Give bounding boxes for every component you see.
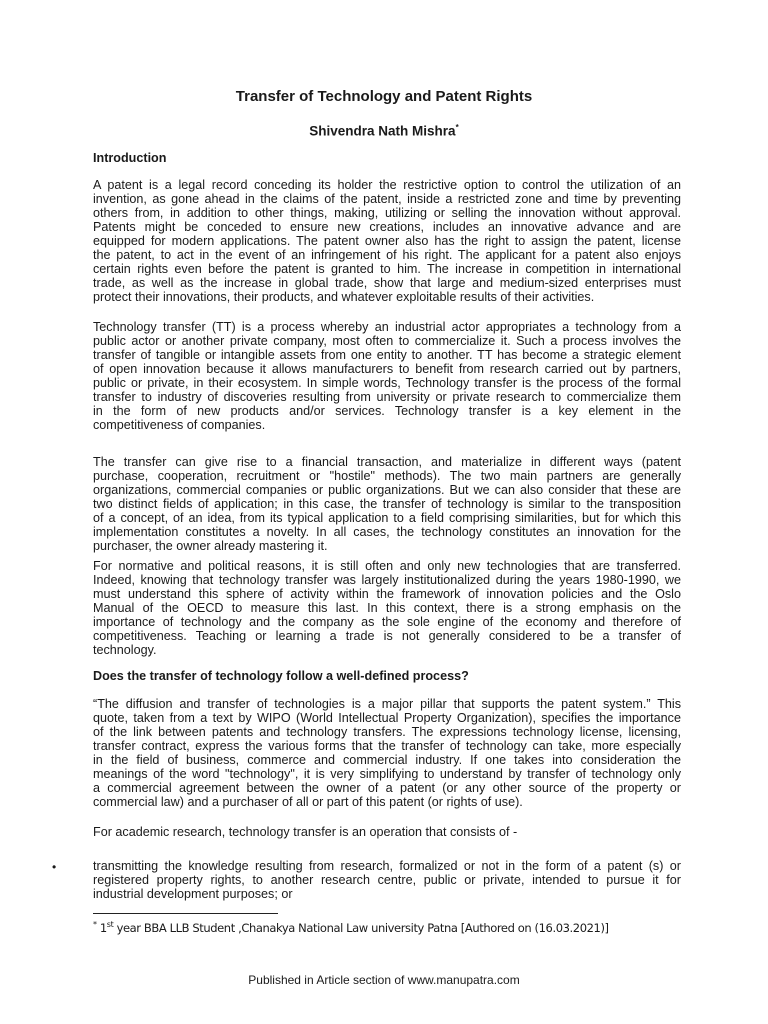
- footnote-ordinal: 1: [99, 920, 107, 935]
- paragraph-financial-transaction: [93, 455, 681, 553]
- paragraph-technology-transfer: [93, 320, 681, 432]
- document-title: Transfer of Technology and Patent Rights: [235, 88, 533, 105]
- text-line: the patent, to act in the event of an infringement of his right. The applicant for a patent also enjoys: [93, 248, 681, 262]
- text-line: a commercial agreement between the owner of a patent (or any other source of the property or: [93, 781, 681, 795]
- footnote-divider: [93, 913, 278, 914]
- text-line: competitiveness. Teaching or learning a trade is not generally considered to be a transfer of: [93, 629, 681, 643]
- author-text: Shivendra Nath Mishra: [309, 123, 456, 139]
- text-line: purchase, cooperation, recruitment or "hostile" methods). The two main partners are generally: [93, 469, 681, 483]
- text-line: registered property rights, to another research centre, public or private, intended to pursue it for: [93, 873, 681, 887]
- text-line: “The diffusion and transfer of technologies is a major pillar that supports the patent system.” This: [93, 697, 681, 711]
- footnote-ordinal-suffix: st: [106, 920, 114, 929]
- paragraph-wipo-quote: [93, 697, 681, 809]
- author-footnote-mark: *: [455, 123, 459, 132]
- page-footer: Published in Article section of www.manupatra.com: [248, 973, 520, 987]
- text-line: invention, as gone ahead in the claims of the patent, inside a restricted zone and time by preventing: [93, 192, 681, 206]
- text-line: For normative and political reasons, it is still often and only new technologies that are transferred.: [93, 559, 681, 573]
- text-line: The transfer can give rise to a financial transaction, and materialize in different ways (patent: [93, 455, 681, 469]
- text-line: of open innovation because it allows manufacturers to benefit from research carried out by partners,: [93, 362, 681, 376]
- author-name: [0, 123, 768, 139]
- text-line: trade, as well as the increase in global trade, show that large and medium-sized enterprises must: [93, 276, 681, 290]
- footnote: [93, 920, 609, 935]
- footnote-mark: *: [93, 920, 97, 929]
- text-line: in the form of new products and/or services. Technology transfer is a key element in the: [93, 404, 681, 418]
- text-line: purchaser, the owner already mastering it.: [93, 539, 328, 553]
- text-line: Technology transfer (TT) is a process whereby an industrial actor appropriates a technology from a: [93, 320, 681, 334]
- text-line: must understand this sphere of activity within the framework of innovation policies and the Oslo: [93, 587, 681, 601]
- text-line: Patents might be conceded to ensure new creations, includes an innovative advance and are: [93, 220, 681, 234]
- text-line: competitiveness of companies.: [93, 418, 266, 432]
- text-line: organizations, commercial companies or public organizations. But we can also consider that these are: [93, 483, 681, 497]
- text-line: of the link between patents and technology transfers. The expressions technology license, licensing,: [93, 725, 681, 739]
- text-line: transfer of tangible or intangible assets from one entity to another. TT has become a strategic element: [93, 348, 681, 362]
- text-line: implementation constitutes a novelty. In all cases, the technology constitutes an innovation for the: [93, 525, 681, 539]
- paragraph-academic-research: [93, 825, 681, 839]
- text-line: commercial law) and a purchaser of all or part of this patent (or rights of use).: [93, 795, 523, 809]
- text-line: Indeed, knowing that technology transfer was largely institutionalized during the years 1980-1990, we: [93, 573, 681, 587]
- introduction-heading: Introduction: [93, 151, 167, 165]
- process-heading: Does the transfer of technology follow a well-defined process?: [93, 669, 469, 683]
- bullet-icon: •: [52, 860, 57, 874]
- footnote-text: year BBA LLB Student ,Chanakya National Law university Patna [Authored on (16.03.2021)]: [113, 920, 609, 935]
- text-line: transfer contract, express the various forms that the transfer of technology can take, more especially: [93, 739, 681, 753]
- text-line: in the field of business, commerce and commercial industry. If one takes into consideration the: [93, 753, 681, 767]
- text-line: For academic research, technology transfer is an operation that consists of -: [93, 825, 518, 839]
- text-line: certain rights even before the patent is granted to him. The increase in competition in international: [93, 262, 681, 276]
- paragraph-intro: [93, 178, 681, 304]
- text-line: A patent is a legal record conceding its holder the restrictive option to control the utilization of an: [93, 178, 681, 192]
- text-line: of a concept, of an idea, from its typical application to a field comprising similarities, but for which this: [93, 511, 681, 525]
- text-line: equipped for modern applications. The patent owner also has the right to assign the patent, license: [93, 234, 681, 248]
- text-line: others from, in addition to other things, making, utilizing or selling the innovation without approval.: [93, 206, 681, 220]
- text-line: Manual of the OECD to measure this last. In this context, there is a strong emphasis on the: [93, 601, 681, 615]
- text-line: importance of technology and the company as the sole engine of the economy and therefore of: [93, 615, 681, 629]
- text-line: quote, taken from a text by WIPO (World Intellectual Property Organization), specifies the importance: [93, 711, 681, 725]
- text-line: transfer to industry of discoveries resulting from university or private research to commercialize them: [93, 390, 681, 404]
- text-line: meanings of the word "technology", it is very simplifying to understand by transfer of technology only: [93, 767, 681, 781]
- text-line: public or private, in their ecosystem. In simple words, Technology transfer is the process of the formal: [93, 376, 681, 390]
- text-line: transmitting the knowledge resulting from research, formalized or not in the form of a patent (s) or: [93, 859, 681, 873]
- text-line: technology.: [93, 643, 157, 657]
- text-line: two distinct fields of application; in this case, the transfer of technology is similar to the transposition: [93, 497, 681, 511]
- bullet-item: [93, 859, 681, 901]
- text-line: protect their innovations, their products, and whatever exploitable results of their activities.: [93, 290, 595, 304]
- text-line: public actor or another private company, most often to commercialize it. Such a process involves the: [93, 334, 681, 348]
- text-line: industrial development purposes; or: [93, 887, 293, 901]
- paragraph-normative-reasons: [93, 559, 681, 657]
